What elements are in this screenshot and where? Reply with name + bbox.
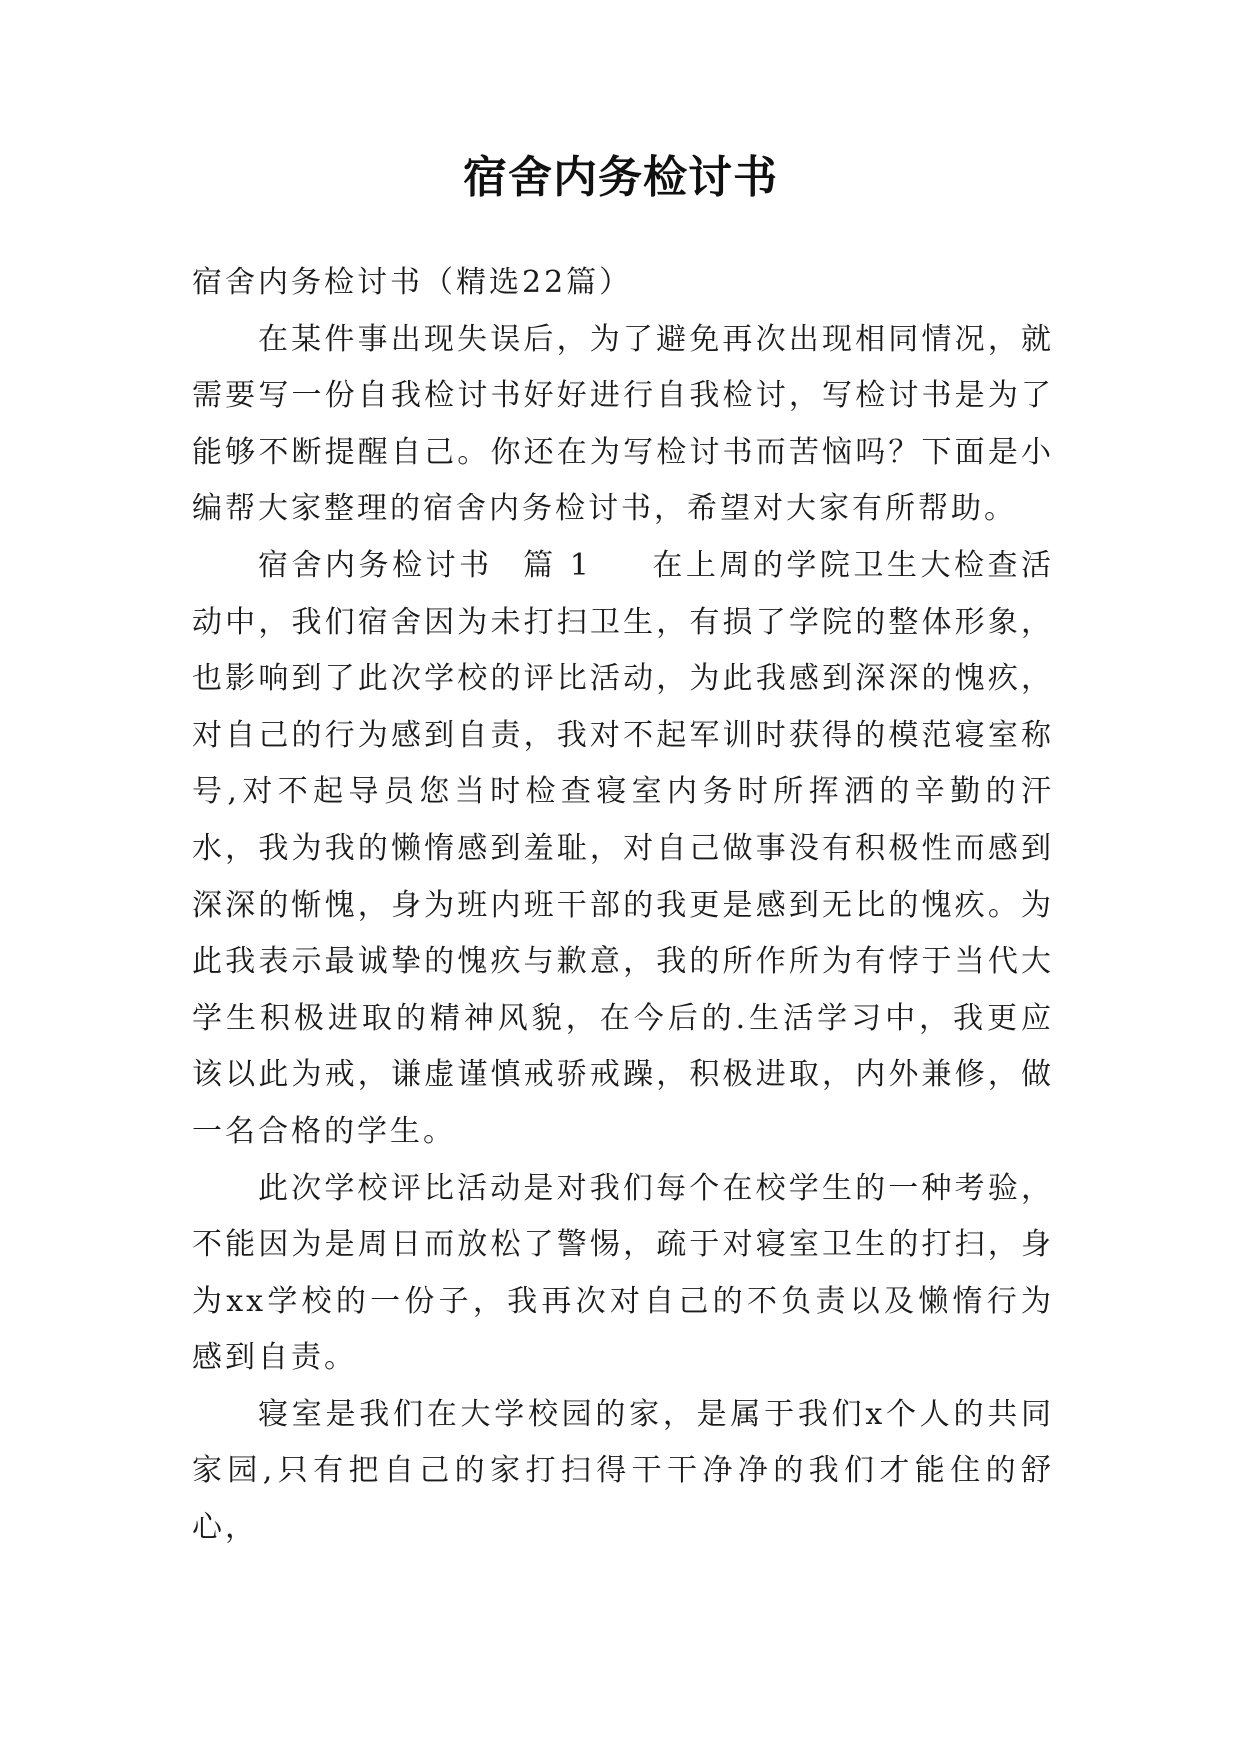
- section-1-part-label: 篇 1: [522, 547, 592, 583]
- document-subtitle: 宿舍内务检讨书（精选22篇）: [192, 265, 633, 300]
- section-1-paragraph: [192, 538, 1054, 1161]
- section-1-text: 在上周的学院卫生大检查活动中，我们宿舍因为未打扫卫生，有损了学院的整体形象，也影响到了此次学校的评比活动，为此我感到深深的愧疚，对自己的行为感到自责，我对不起军训时获得的模范寝室称号,对不起导员您当时检查寝室内务时所挥洒的辛勤的汗水，我为我的懒惰感到羞耻，对自己做事没有积极性而感到深深的惭愧，身为班内班干部的我更是感到无比的愧疚。为此我表示最诚挚的愧疚与歉意，我的所作所为有悖于当代大学生积极进取的精神风貌，在今后的.生活学习中，我更应该以此为戒，谦虚谨慎戒骄戒躁，积极进取，内外兼修，做一名合格的学生。: [192, 547, 1055, 1149]
- document-body: [192, 255, 1054, 1557]
- document-title: 宿舍内务检讨书: [463, 152, 778, 203]
- intro-paragraph: 在某件事出现失误后，为了避免再次出现相同情况，就需要写一份自我检讨书好好进行自我检讨，写检讨书是为了能够不断提醒自己。你还在为写检讨书而苦恼吗？下面是小编帮大家整理的宿舍内务检讨书，希望对大家有所帮助。: [192, 321, 1054, 527]
- section-1-heading: 宿舍内务检讨书: [258, 547, 493, 583]
- paragraph-3: 寝室是我们在大学校园的家，是属于我们x个人的共同家园,只有把自己的家打扫得干干净净的我们才能住的舒心，: [192, 1396, 1054, 1546]
- paragraph-2: 此次学校评比活动是对我们每个在校学生的一种考验，不能因为是周日而放松了警惕，疏于对寝室卫生的打扫，身为xx学校的一份子，我再次对自己的不负责以及懒惰行为感到自责。: [192, 1170, 1054, 1376]
